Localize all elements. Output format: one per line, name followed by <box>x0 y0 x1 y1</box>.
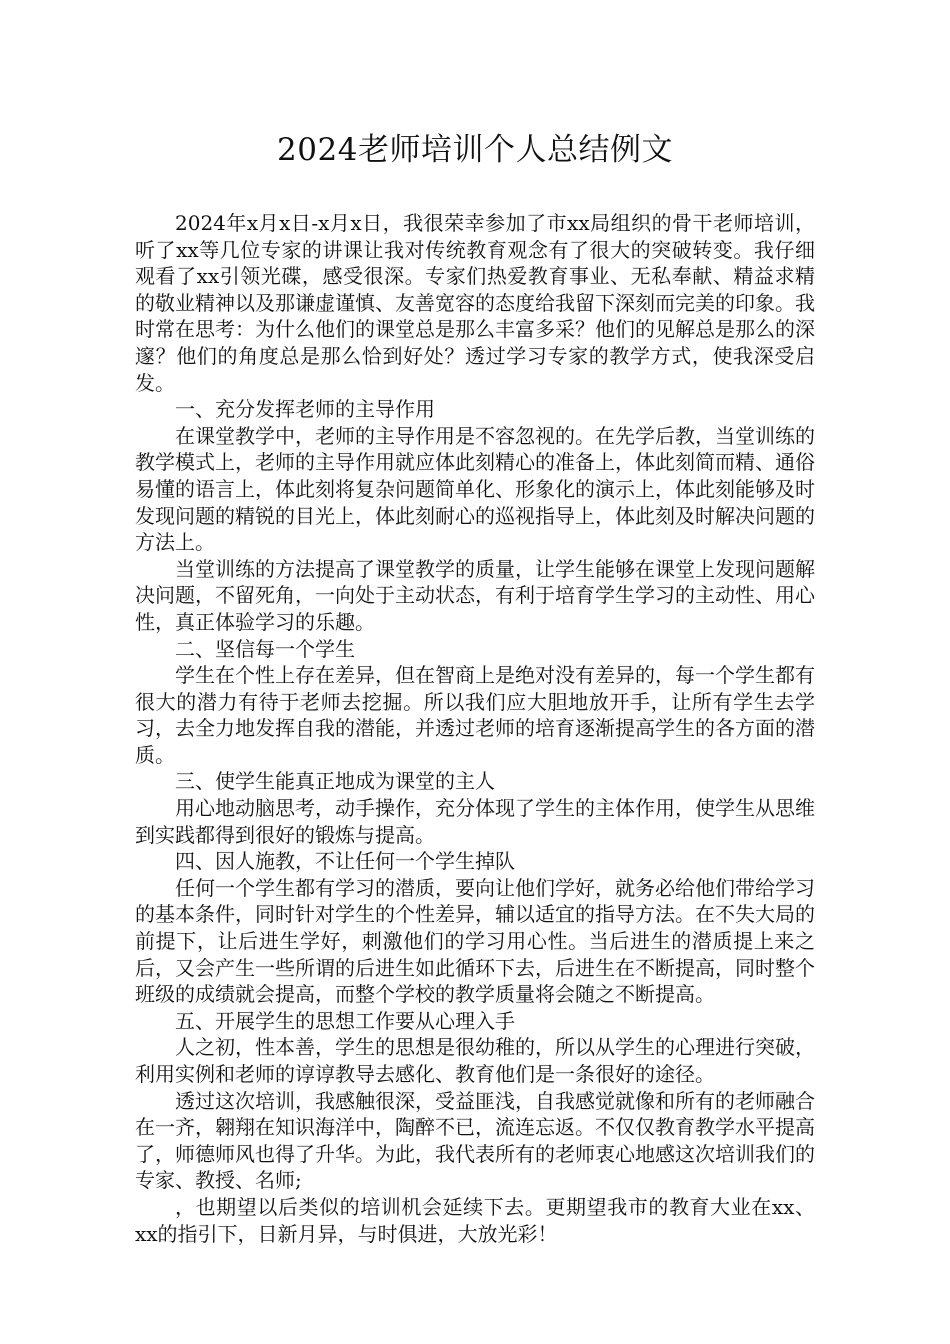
paragraph-intro: 2024年x月x日-x月x日，我很荣幸参加了市xx局组织的骨干老师培训，听了xx等几位专家的讲课让我对传统教育观念有了很大的突破转变。我仔细观看了xx引领光碟，感受很深。专家们热爱教育事业、无私奉献、精益求精的敬业精神以及那谦虚谨慎、友善宽容的态度给我留下深刻而完美的印象。我时常在思考：为什么他们的课堂总是那么丰富多采？他们的见解总是那么的深邃？他们的角度总是那么恰到好处？透过学习专家的教学方式，使我深受启发。 <box>135 211 815 395</box>
paragraph: 任何一个学生都有学习的潜质，要向让他们学好，就务必给他们带给学习的基本条件，同时针对学生的个性差异，辅以适宜的指导方法。在不失大局的前提下，让后进生学好，刺激他们的学习用心性。当后进生的潜质提上来之后，又会产生一些所谓的后进生如此循环下去，后进生在不断提高，同时整个班级的成绩就会提高，而整个学校的教学质量将会随之不断提高。 <box>135 875 815 1007</box>
paragraph-conclusion: 透过这次培训，我感触很深，受益匪浅，自我感觉就像和所有的老师融合在一齐，翱翔在知识海洋中，陶醉不已，流连忘返。不仅仅教育教学水平提高了，师德师风也得了升华。为此，我代表所有的老师衷心地感这次培训我们的专家、教授、名师; <box>135 1088 815 1193</box>
section-heading-5: 五、开展学生的思想工作要从心理入手 <box>175 1008 515 1033</box>
paragraph: 用心地动脑思考，动手操作，充分体现了学生的主体作用，使学生从思维到实践都得到很好的锻炼与提高。 <box>135 796 815 847</box>
paragraph: 学生在个性上存在差异，但在智商上是绝对没有差异的，每一个学生都有很大的潜力有待于老师去挖掘。所以我们应大胆地放开手，让所有学生去学习，去全力地发挥自我的潜能，并透过老师的培育逐渐提高学生的各方面的潜质。 <box>135 663 815 767</box>
section-heading-2: 二、坚信每一个学生 <box>175 636 355 661</box>
document-body <box>135 210 815 1247</box>
paragraph: 当堂训练的方法提高了课堂教学的质量，让学生能够在课堂上发现问题解决问题，不留死角，一向处于主动状态，有利于培育学生学习的主动性、用心性，真正体验学习的乐趣。 <box>135 556 815 634</box>
paragraph: 人之初，性本善，学生的思想是很幼稚的，所以从学生的心理进行突破，利用实例和老师的谆谆教导去感化、教育他们是一条很好的途径。 <box>135 1035 815 1086</box>
section-heading-3: 三、使学生能真正地成为课堂的主人 <box>175 769 495 794</box>
paragraph-closing: ，也期望以后类似的培训机会延续下去。更期望我市的教育大业在xx、xx的指引下，日新月异，与时俱进，大放光彩！ <box>135 1194 815 1246</box>
section-heading-4: 四、因人施教，不让任何一个学生掉队 <box>175 849 515 874</box>
document-page <box>135 128 815 1247</box>
paragraph: 在课堂教学中，老师的主导作用是不容忽视的。在先学后教，当堂训练的教学模式上，老师的主导作用就应体此刻精心的准备上，体此刻简而精、通俗易懂的语言上，体此刻将复杂问题简单化、形象化的演示上，体此刻能够及时发现问题的精锐的目光上，体此刻耐心的巡视指导上，体此刻及时解决问题的方法上。 <box>135 423 815 555</box>
section-heading-1: 一、充分发挥老师的主导作用 <box>175 397 435 422</box>
document-title: 2024老师培训个人总结例文 <box>277 132 673 168</box>
